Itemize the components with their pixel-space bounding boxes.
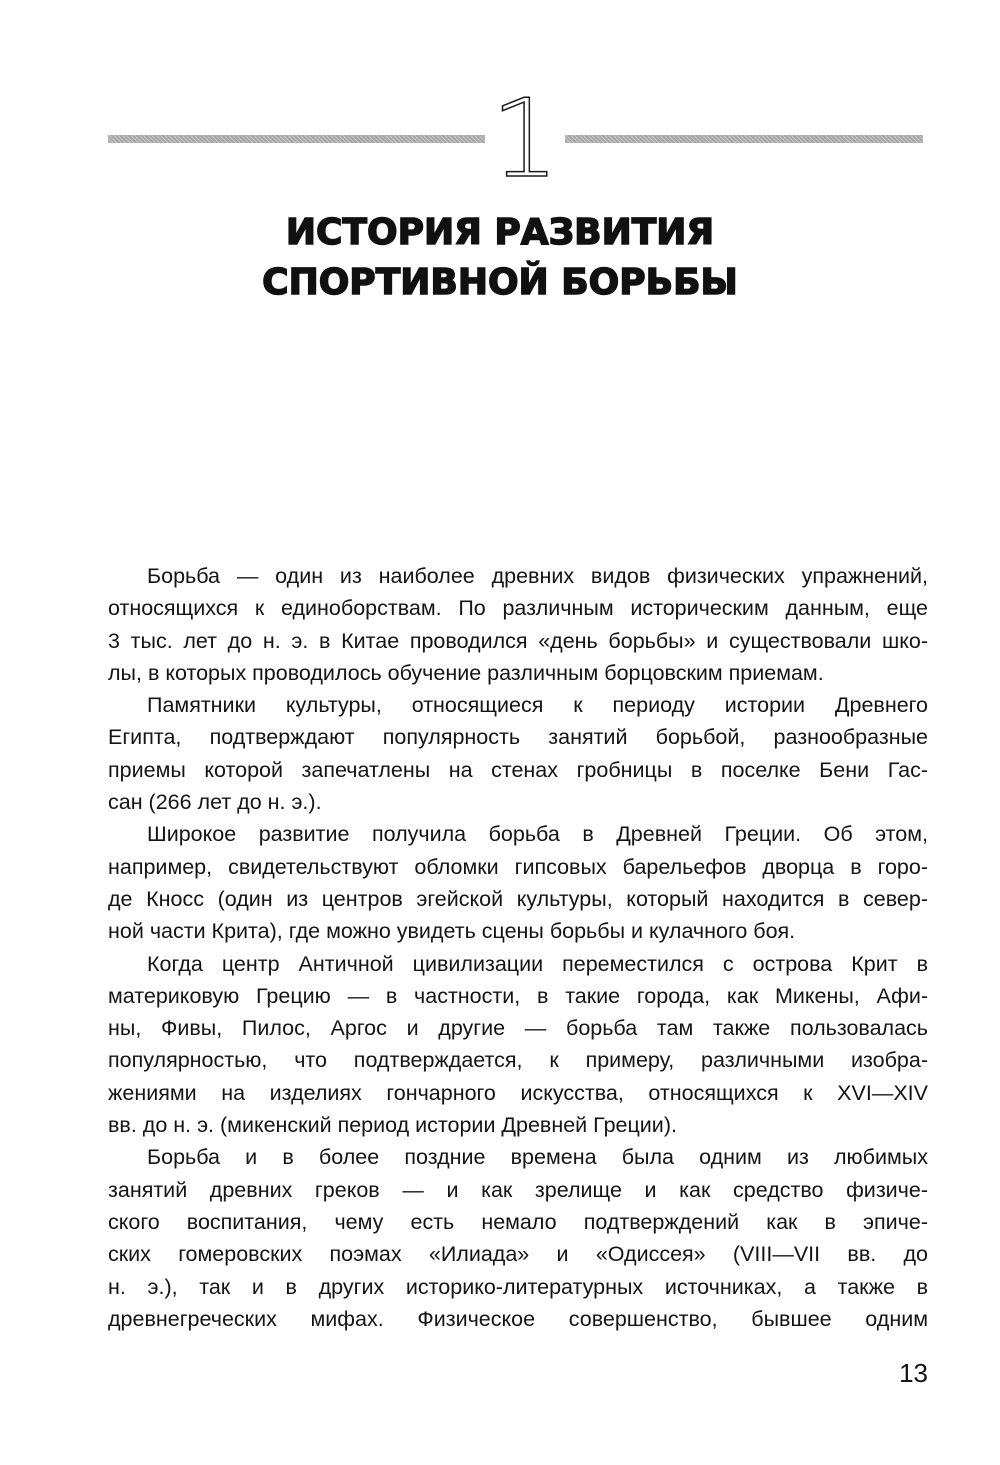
text-line: ной части Крита), где можно увидеть сцены борьбы и кулачного боя. <box>108 919 796 944</box>
chapter-title <box>0 208 1000 308</box>
paragraph-5 <box>108 1141 928 1335</box>
chapter-title-line-1: ИСТОРИЯ РАЗВИТИЯ <box>285 212 715 253</box>
text-line: Широкое развитие получила борьба в Древней Греции. Об этом, <box>147 822 928 847</box>
text-line: де Кносс (один из центров эгейской культуры, который находится в север- <box>108 886 928 911</box>
paragraph-2 <box>108 689 928 818</box>
text-line: ского воспитания, чему есть немало подтверждений как в эпиче- <box>108 1209 928 1234</box>
text-line: материковую Грецию — в частности, в такие города, как Микены, Афи- <box>108 983 928 1008</box>
text-line: жениями на изделиях гончарного искусства, относящихся к XVI—XIV <box>108 1080 928 1105</box>
text-line: Когда центр Античной цивилизации переместился с острова Крит в <box>147 951 928 976</box>
text-line: 3 тыс. лет до н. э. в Китае проводился «день борьбы» и существовали шко- <box>108 628 928 653</box>
paragraph-4 <box>108 948 928 1142</box>
paragraph-1 <box>108 560 928 689</box>
text-line: Борьба и в более поздние времена была одним из любимых <box>147 1145 928 1170</box>
chapter-number: 1 <box>490 77 560 202</box>
text-line: приемы которой запечатлены на стенах гробницы в поселке Бени Гас- <box>108 757 928 782</box>
body-text <box>108 560 928 1335</box>
text-line: например, свидетельствуют обломки гипсовых барельефов дворца в горо- <box>108 854 928 879</box>
chapter-marker <box>0 77 1000 202</box>
text-line: ны, Фивы, Пилос, Аргос и другие — борьба там также пользовалась <box>108 1016 928 1041</box>
chapter-title-line-2: СПОРТИВНОЙ БОРЬБЫ <box>262 262 738 303</box>
paragraph-3 <box>108 818 928 947</box>
text-line: Памятники культуры, относящиеся к периоду истории Древнего <box>147 693 928 718</box>
text-line: Борьба — один из наиболее древних видов физических упражнений, <box>147 564 928 588</box>
left-decorative-rule <box>108 135 485 143</box>
text-line: лы, в которых проводилось обучение различным борцовским приемам. <box>108 660 824 685</box>
page-number: 13 <box>899 1358 928 1388</box>
text-line: относящихся к единоборствам. По различным историческим данным, еще <box>108 596 928 621</box>
text-line: ских гомеровских поэмах «Илиада» и «Одиссея» (VIII—VII вв. до <box>108 1242 928 1267</box>
text-line: древнегреческих мифах. Физическое совершенство, бывшее одним <box>108 1306 928 1331</box>
text-line: вв. до н. э. (микенский период истории Древней Греции). <box>108 1113 677 1138</box>
text-line: сан (266 лет до н. э.). <box>108 790 322 815</box>
text-line: н. э.), так и в других историко-литературных источниках, а также в <box>108 1274 928 1299</box>
text-line: занятий древних греков — и как зрелище и как средство физиче- <box>108 1177 928 1202</box>
text-line: популярностью, что подтверждается, к примеру, различными изобра- <box>108 1048 928 1073</box>
right-decorative-rule <box>565 135 923 143</box>
text-line: Египта, подтверждают популярность занятий борьбой, разнообразные <box>108 725 928 750</box>
